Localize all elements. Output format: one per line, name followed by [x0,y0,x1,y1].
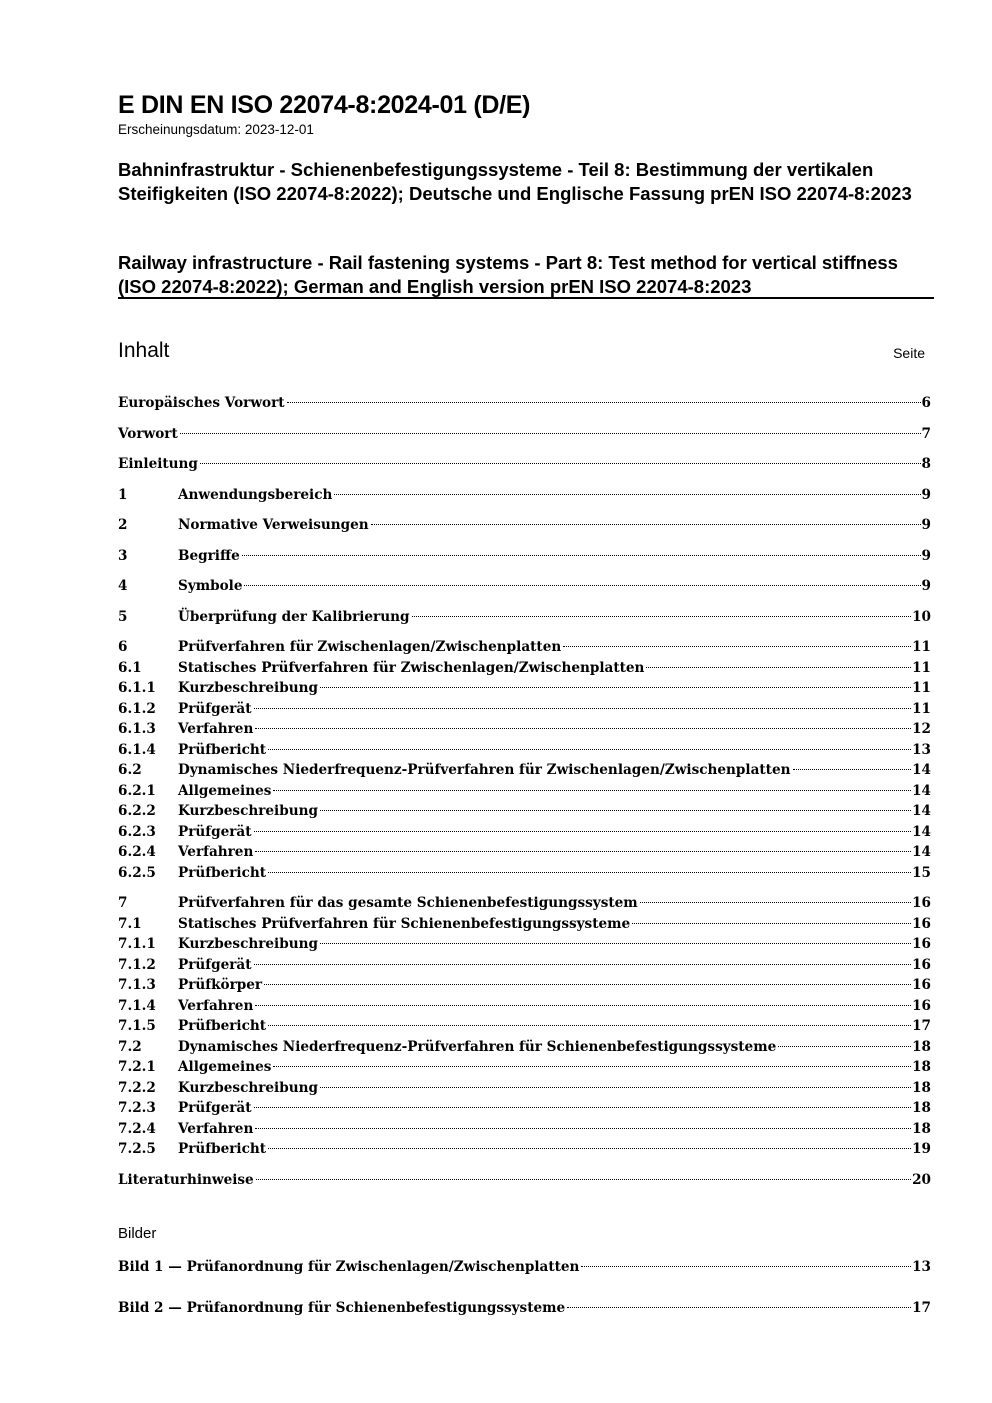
toc-entry-page: 9 [921,547,931,564]
toc-entry[interactable] [118,678,931,699]
toc-dot-leader [200,463,921,464]
toc-entry-title: Prüfbericht [178,864,267,881]
toc-entry-title: Prüfbericht [178,1141,267,1157]
toc-entry-number: 7.2 [118,1038,142,1055]
toc-entry-page: 18 [912,1059,931,1075]
toc-entry-number: 7.2.5 [118,1141,156,1157]
toc-entry[interactable] [118,1037,931,1058]
toc-dot-leader [632,923,911,924]
publication-date: Erscheinungsdatum: 2023-12-01 [118,122,314,137]
figure-entry-page: 13 [912,1259,931,1275]
toc-entry[interactable] [118,515,931,536]
toc-entry-page: 16 [912,936,931,952]
toc-entry-page: 14 [912,844,931,860]
toc-entry-number: 6.2.2 [118,803,156,819]
toc-entry-title: Dynamisches Niederfrequenz-Prüfverfahren für Schienenbefestigungssysteme [178,1038,777,1055]
toc-entry[interactable] [118,1119,931,1140]
toc-entry-title: Dynamisches Niederfrequenz-Prüfverfahren für Zwischenlagen/Zwischenplatten [178,762,791,778]
toc-entry-page: 10 [912,608,931,625]
figure-dot-leader [567,1307,911,1308]
toc-entry[interactable] [118,955,931,976]
toc-entry-title: Allgemeines [178,1059,272,1075]
toc-dot-leader [254,1107,912,1108]
toc-dot-leader [255,1128,911,1129]
toc-entry-number: 6.2 [118,762,142,778]
toc-entry[interactable] [118,760,931,781]
toc-entry[interactable] [118,576,931,597]
toc-entry-page: 11 [912,700,931,717]
toc-entry-title: Symbole [178,578,243,594]
toc-entry-page: 9 [921,486,931,503]
figure-entry-page: 17 [912,1299,931,1316]
toc-dot-leader [646,667,911,668]
toc-dot-leader [778,1046,911,1047]
toc-entry-page: 16 [912,977,931,993]
toc-entry-page: 16 [912,997,931,1014]
toc-dot-leader [242,555,921,556]
toc-entry[interactable] [118,893,931,914]
toc-dot-leader [320,1087,911,1088]
toc-dot-leader [255,1005,911,1006]
toc-entry-title: Kurzbeschreibung [178,803,318,819]
figure-entry[interactable] [118,1298,931,1319]
toc-entry[interactable] [118,546,931,567]
toc-entry-title: Prüfbericht [178,1018,267,1034]
toc-entry-page: 18 [912,1038,931,1055]
toc-entry[interactable] [118,1170,931,1191]
toc-entry-title: Prüfgerät [178,956,252,973]
toc-entry[interactable] [118,607,931,628]
toc-dot-leader [268,872,911,873]
toc-dot-leader [320,810,911,811]
toc-dot-leader [268,1148,911,1149]
toc-entry-page: 18 [912,1120,931,1137]
toc-entry-page: 16 [912,895,931,911]
toc-entry-title: Anwendungsbereich [178,486,333,503]
toc-entry-page: 15 [912,864,931,881]
toc-entry-number: 6 [118,639,128,655]
toc-dot-leader [256,1179,911,1180]
toc-dot-leader [254,708,912,709]
toc-entry-title: Prüfgerät [178,700,252,717]
toc-entry-title: Verfahren [178,1120,254,1137]
toc-entry-number: 6.1.2 [118,700,156,717]
toc-entry-page: 14 [912,803,931,819]
toc-entry[interactable] [118,740,931,761]
toc-entry-number: 6.2.3 [118,823,156,840]
toc-entry-number: 6.2.1 [118,782,156,799]
toc-entry-title: Allgemeines [178,782,272,799]
table-of-contents [118,393,931,1190]
toc-entry-page: 20 [912,1171,931,1188]
toc-entry[interactable] [118,996,931,1017]
toc-dot-leader [254,831,912,832]
toc-entry-page: 19 [912,1141,931,1157]
toc-dot-leader [180,433,921,434]
toc-entry-title: Verfahren [178,997,254,1014]
toc-entry-title: Einleitung [118,456,198,472]
toc-entry-page: 13 [912,741,931,758]
toc-entry-title: Kurzbeschreibung [178,680,318,696]
toc-entry-number: 7.2.3 [118,1100,156,1116]
toc-entry-title: Verfahren [178,721,254,737]
toc-entry[interactable] [118,1078,931,1099]
toc-entry-number: 3 [118,547,128,564]
title-rule [118,297,934,299]
toc-heading: Inhalt [118,339,170,362]
toc-entry-number: 6.1.1 [118,680,156,696]
toc-entry-title: Kurzbeschreibung [178,936,318,952]
toc-entry[interactable] [118,1016,931,1037]
toc-entry-page: 14 [912,823,931,840]
toc-entry[interactable] [118,934,931,955]
toc-entry-number: 6.1 [118,659,142,676]
toc-entry-page: 18 [912,1100,931,1116]
toc-dot-leader [255,728,911,729]
toc-entry[interactable] [118,393,931,414]
toc-entry-title: Prüfkörper [178,977,263,993]
toc-dot-leader [793,769,912,770]
figures-heading: Bilder [118,1225,157,1242]
toc-entry-number: 7.1.1 [118,936,156,952]
toc-entry-title: Prüfgerät [178,1100,252,1116]
toc-entry-title: Begriffe [178,547,240,564]
toc-entry-number: 7 [118,895,128,911]
toc-entry-page: 9 [921,517,931,533]
figure-entry-title: Bild 2 — Prüfanordnung für Schienenbefestigungssysteme [118,1299,566,1316]
toc-dot-leader [273,1066,911,1067]
toc-entry-number: 2 [118,517,128,533]
toc-entry-title: Kurzbeschreibung [178,1079,318,1096]
toc-entry-number: 7.2.2 [118,1079,156,1096]
document-id: E DIN EN ISO 22074-8:2024-01 (D/E) [118,91,531,119]
toc-entry-number: 5 [118,608,128,625]
toc-entry-page: 17 [912,1018,931,1034]
page-column-label: Seite [893,345,925,361]
toc-entry-page: 6 [921,395,931,411]
toc-entry-number: 7.2.4 [118,1120,156,1137]
toc-dot-leader [412,616,912,617]
toc-dot-leader [640,902,911,903]
toc-entry[interactable] [118,1057,931,1078]
toc-entry-number: 6.2.5 [118,864,156,881]
toc-entry-page: 18 [912,1079,931,1096]
toc-entry[interactable] [118,842,931,863]
toc-entry-title: Normative Verweisungen [178,517,369,533]
figure-dot-leader [581,1266,911,1267]
figure-entry-title: Bild 1 — Prüfanordnung für Zwischenlagen/Zwischenplatten [118,1259,580,1275]
toc-entry-number: 7.2.1 [118,1059,156,1075]
toc-entry-page: 12 [912,721,931,737]
toc-entry-number: 7.1.3 [118,977,156,993]
toc-entry-number: 4 [118,578,128,594]
toc-entry[interactable] [118,975,931,996]
toc-dot-leader [287,402,921,403]
toc-entry[interactable] [118,424,931,445]
toc-dot-leader [264,984,911,985]
toc-entry[interactable] [118,781,931,802]
toc-dot-leader [371,524,921,525]
toc-entry[interactable] [118,863,931,884]
toc-entry-title: Statisches Prüfverfahren für Schienenbefestigungssysteme [178,915,631,932]
toc-entry-title: Vorwort [118,425,178,442]
toc-entry[interactable] [118,658,931,679]
toc-entry-page: 14 [912,782,931,799]
toc-dot-leader [320,943,911,944]
toc-entry-number: 7.1.2 [118,956,156,973]
toc-entry-number: 7.1 [118,915,142,932]
toc-entry-page: 11 [912,639,931,655]
toc-entry[interactable] [118,454,931,475]
toc-entry-title: Statisches Prüfverfahren für Zwischenlagen/Zwischenplatten [178,659,645,676]
title-german: Bahninfrastruktur - Schienenbefestigungssysteme - Teil 8: Bestimmung der vertikalen Steifigkeiten (ISO 22074-8:2022); Deutsche und Englische Fassung prEN ISO 22074-8:2023 [118,159,912,204]
toc-entry-title: Verfahren [178,844,254,860]
toc-entry-title: Prüfverfahren für das gesamte Schienenbefestigungssystem [178,895,638,911]
figure-entry[interactable] [118,1257,931,1278]
title-english: Railway infrastructure - Rail fastening systems - Part 8: Test method for vertical stiffness (ISO 22074-8:2022); German and English version prEN ISO 22074-8:2023 [118,252,898,297]
toc-entry-title: Überprüfung der Kalibrierung [178,608,410,625]
toc-entry-number: 6.1.3 [118,721,156,737]
toc-entry[interactable] [118,637,931,658]
toc-entry-page: 14 [912,762,931,778]
toc-dot-leader [334,494,920,495]
toc-entry-page: 11 [912,659,931,676]
toc-dot-leader [268,749,911,750]
toc-entry-title: Prüfverfahren für Zwischenlagen/Zwischenplatten [178,639,562,655]
toc-entry-page: 16 [912,956,931,973]
toc-entry-number: 6.2.4 [118,844,156,860]
toc-entry[interactable] [118,1139,931,1160]
toc-entry[interactable] [118,699,931,720]
toc-entry[interactable] [118,914,931,935]
toc-dot-leader [563,646,911,647]
toc-dot-leader [268,1025,911,1026]
toc-entry[interactable] [118,485,931,506]
toc-entry[interactable] [118,801,931,822]
toc-dot-leader [320,687,911,688]
toc-dot-leader [255,851,911,852]
toc-entry-title: Literaturhinweise [118,1171,254,1188]
toc-entry-number: 1 [118,486,128,503]
list-of-figures [118,1257,931,1318]
toc-entry-page: 9 [921,578,931,594]
toc-entry[interactable] [118,719,931,740]
toc-entry[interactable] [118,822,931,843]
toc-entry-number: 6.1.4 [118,741,156,758]
toc-entry[interactable] [118,1098,931,1119]
toc-entry-page: 16 [912,915,931,932]
toc-dot-leader [244,585,920,586]
toc-entry-title: Prüfgerät [178,823,252,840]
toc-entry-page: 8 [921,456,931,472]
toc-entry-title: Europäisches Vorwort [118,395,285,411]
toc-entry-title: Prüfbericht [178,741,267,758]
toc-entry-number: 7.1.4 [118,997,156,1014]
toc-entry-page: 11 [912,680,931,696]
toc-entry-page: 7 [921,425,931,442]
toc-entry-number: 7.1.5 [118,1018,156,1034]
toc-dot-leader [254,964,912,965]
toc-dot-leader [273,790,911,791]
